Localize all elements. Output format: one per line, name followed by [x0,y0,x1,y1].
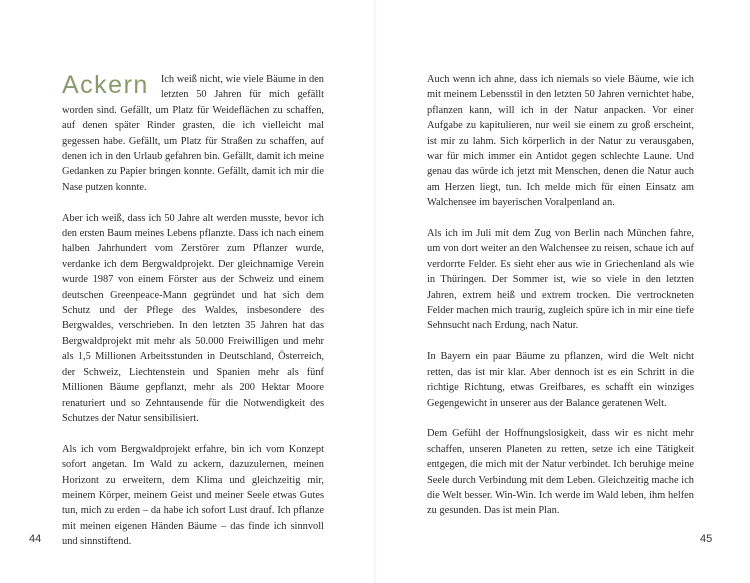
paragraph: Ich weiß nicht, wie viele Bäume in den letzten 50 Jahren für mich gefällt worden sind. Gefällt, um Platz für Weideflächen zu schaffen, auf denen später Rinder grasten, die ich vielleicht mal gegessen habe. Gefällt, um Platz für Straßen zu schaffen, auf denen ich in den Urlaub gefahren bin. Gefällt, damit ich meine Gedanken zu Papier bringen konnte. Gefällt, damit ich mir die Nase putzen konnte. [62,74,324,193]
right-text-column [427,72,694,534]
paragraph: Als ich im Juli mit dem Zug von Berlin nach München fahre, um von dort weiter an den Walchensee zu reisen, schaue ich auf verdorrte Felder. Es sieht eher aus wie in Griechenland als wie in Thüringen. Der Sommer ist, wie so viele in den letzten Jahren, extrem heiß und extrem trocken. Die vertrockneten Felder machen mich traurig, zugleich spüre ich in mir eine tiefe Sehnsucht nach Erdung, nach Natur. [427,228,694,332]
chapter-heading: Ackern [62,71,149,99]
paragraph: In Bayern ein paar Bäume zu pflanzen, wird die Welt nicht retten, das ist mir klar. Aber dennoch ist es ein Schritt in die richtige Richtung, etwas Greifbares, es schafft ein winziges Gegengewicht in unserer aus der Balance geratenen Welt. [427,351,694,409]
paragraph: Aber ich weiß, dass ich 50 Jahre alt werden musste, bevor ich den ersten Baum meines Lebens pflanzte. Dass ich nach einem halben Jahrhundert vom Zerstörer zum Pflanzer wurde, verdanke ich dem Bergwaldprojekt. Der gleichnamige Verein wurde 1987 von einem Förster aus der Schweiz und einem deutschen Greenpeace-Mann gegründet und hat sich dem Schutz und der Pflege des Waldes, insbesondere des Bergwaldes, verschrieben. In den letzten 35 Jahren hat das Bergwaldprojekt mit mehr als 50.000 Freiwilligen und mehr als 1,5 Millionen Arbeitsstunden in Deutschland, Österreich, der Schweiz, Liechtenstein und Spanien mehr als fünf Millionen Bäume gepflanzt, mehr als 200 Hektar Moore renaturiert und so Zehntausende für die Notwendigkeit des Schutzes der Natur sensibilisiert. [62,212,324,424]
paragraph: Als ich vom Bergwaldprojekt erfahre, bin ich vom Konzept sofort angetan. Im Wald zu ackern, dazuzulernen, meinen Horizont zu erweitern, dem Klima und gleichzeitig mir, meinem Körper, meinem Geist und meiner Seele etwas Gutes tun, mich zu erden – da habe ich sofort Lust drauf. Ich pflanze mit meinen eigenen Händen Bäume – das finde ich sinnvoll und sinnstiftend. [62,443,324,548]
page-number: 45 [700,533,713,545]
paragraph: Auch wenn ich ahne, dass ich niemals so viele Bäume, wie ich mit meinem Lebensstil in den letzten 50 Jahren vernichtet habe, pflanzen kann, will ich in der Natur anpacken. Vor einer Aufgabe zu kapitulieren, nur weil sie einem zu groß erscheint, ist mir zu lahm. Sich körperlich in der Natur zu verausgaben, war für mich immer ein Antidot gegen schlechte Laune. Und genau das würde ich jetzt mit Menschen, denen die Natur auch am Herzen liegt, tun. Ich melde mich für einen Einsatz am Walchensee im bayerischen Voralpenland an. [427,74,694,209]
paragraph: Dem Gefühl der Hoffnungslosigkeit, dass wir es nicht mehr schaffen, unseren Planeten zu retten, setze ich eine Tätigkeit entgegen, die mich mit der Natur verbindet. Ich beruhige meine Seele durch Verbindung mit dem Leben. Gleichzeitig mache ich die Welt besser. Win-Win. Ich werde im Wald leben, ihm helfen zu gesunden. Das ist mein Plan. [427,428,694,517]
page-number: 44 [29,533,42,545]
